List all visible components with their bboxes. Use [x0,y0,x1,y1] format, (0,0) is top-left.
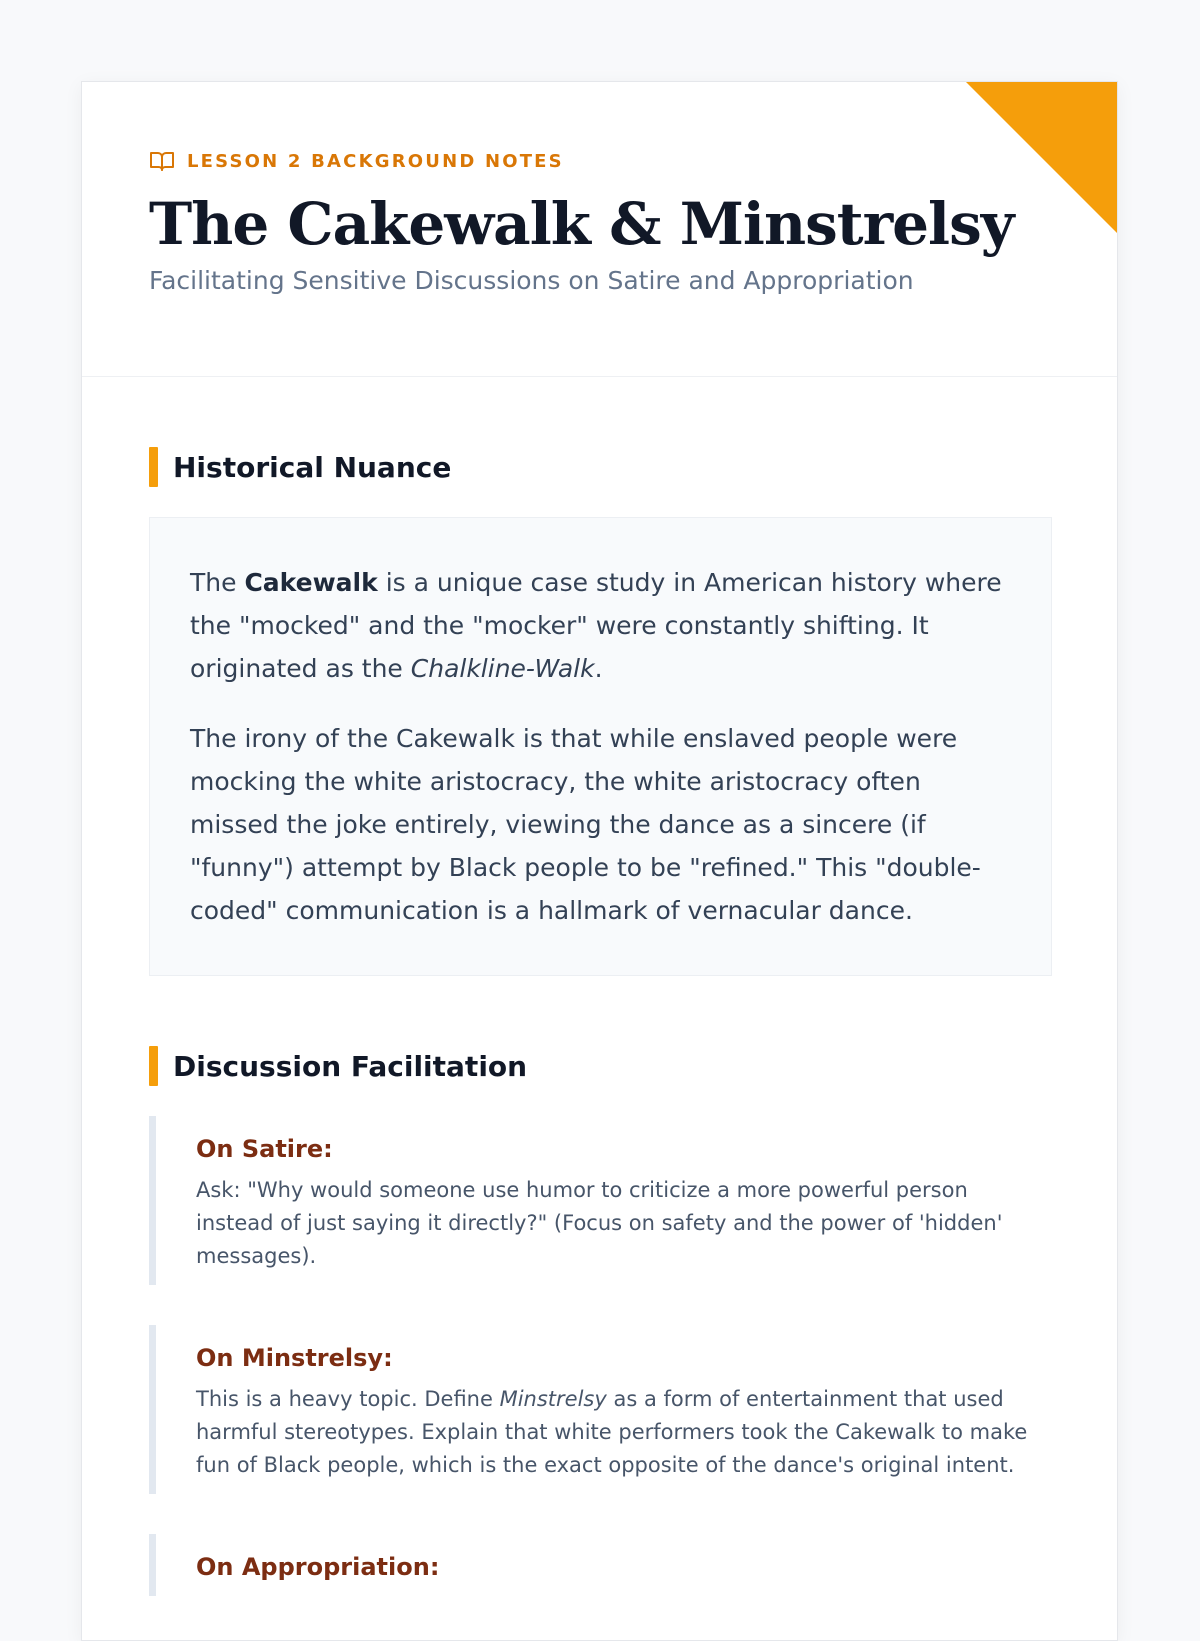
page-title: The Cakewalk & Minstrelsy [149,190,1014,258]
notes-header [82,82,1117,377]
corner-accent [966,82,1117,233]
cakewalk-term: Cakewalk [244,568,378,597]
notes-content [82,377,1117,1596]
text-run: . [594,654,603,683]
topic-appropriation [149,1534,1050,1596]
page-subtitle: Facilitating Sensitive Discussions on Satire and Appropriation [149,266,914,295]
text-run: as a form of entertainment that used harmful stereotypes. Explain that white performers took the Cakewalk to make fun of Black people, which is the exact opposite of the dance's original intent. [196,1387,1028,1477]
lesson-label: LESSON 2 BACKGROUND NOTES [187,150,564,172]
text-run: This is a heavy topic. Define [196,1387,500,1411]
section-accent-bar [149,447,158,487]
topic-title: On Satire: [196,1135,333,1163]
section-heading-historical-nuance [149,447,1050,487]
section-heading-discussion-facilitation [149,1046,1050,1086]
notes-card [81,81,1118,1641]
topic-satire [149,1116,1050,1285]
topic-body [196,1383,1050,1482]
minstrelsy-term: Minstrelsy [499,1387,607,1411]
section-title: Historical Nuance [173,450,452,484]
chalkline-walk-term: Chalkline-Walk [410,654,595,683]
section-accent-bar [149,1046,158,1086]
text-run: The [190,568,245,597]
topic-title: On Minstrelsy: [196,1344,393,1372]
topic-body: Ask: "Why would someone use humor to criticize a more powerful person instead of just saying it directly?" (Focus on safety and the power of 'hidden' messages). [196,1178,1003,1268]
historical-nuance-box [149,517,1052,976]
lesson-eyebrow [149,150,1050,172]
nuance-paragraph-1 [190,561,1011,690]
section-title: Discussion Facilitation [173,1049,528,1083]
nuance-paragraph-2: The irony of the Cakewalk is that while enslaved people were mocking the white aristocracy, the white aristocracy often missed the joke entirely, viewing the dance as a sincere (if "funny") attempt by Black people to be "refined." This "double-coded" communication is a hallmark of vernacular dance. [190,724,981,925]
topic-title: On Appropriation: [196,1553,440,1581]
text-run: is a unique case study in American history where the "mocked" and the "mocker" were constantly shifting. It originated as the [190,568,1002,683]
open-book-icon [149,150,175,172]
topic-minstrelsy [149,1325,1050,1494]
